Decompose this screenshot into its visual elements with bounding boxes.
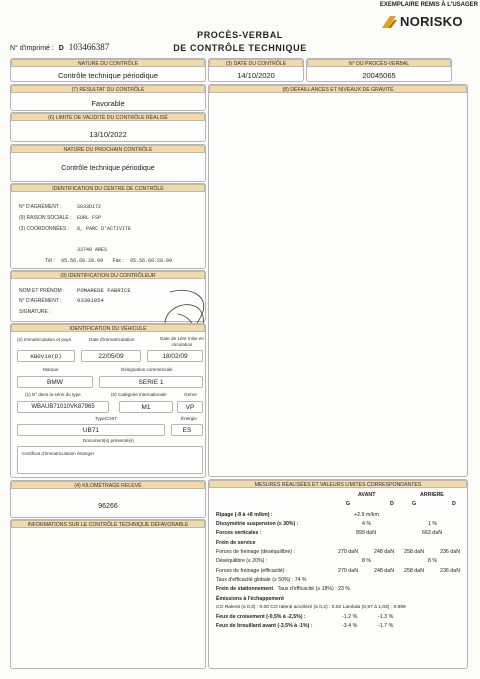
rear-label: ARRIERE xyxy=(420,492,444,498)
controller-agrement-label: N° D'AGRÉMENT : xyxy=(19,298,62,304)
fog-right: -1.7 % xyxy=(378,623,394,629)
mileage-box xyxy=(10,480,206,518)
controller-name-label: NOM ET PRÉNOM : xyxy=(19,288,65,294)
measures-header: MESURES RÉALISÉES ET VALEURS LIMITES CORRESPONDANTES xyxy=(209,480,467,488)
mileage-header: (4) KILOMÉTRAGE RELEVÉ xyxy=(11,481,205,489)
first-reg-field: 22/05/09 xyxy=(81,350,141,362)
park-value: Taux d'efficacité (≥ 18%) : 23 % xyxy=(277,586,350,592)
centre-tel-value: 05.56.60.28.09 xyxy=(61,258,104,264)
result-header: (7) RÉSULTAT DU CONTRÔLE xyxy=(11,85,205,93)
docs-label: Document(s) présenté(s) xyxy=(83,438,134,443)
type-label: Type/CNIT xyxy=(95,416,117,421)
fog-label: Feux de brouillard avant (-3.5% à -1%) : xyxy=(216,623,313,629)
nature-box xyxy=(10,58,206,82)
fdes-label: Forces de freinage (déséquilibre) : xyxy=(216,549,296,555)
fdes-fg: 270 daN xyxy=(338,549,359,555)
fog-left: -3.4 % xyxy=(342,623,358,629)
page-title-line2: DE CONTRÔLE TECHNIQUE xyxy=(173,43,307,53)
defects-header: (8) DÉFAILLANCES ET NIVEAUX DE GRAVITÉ xyxy=(209,85,467,93)
centre-raison-label: (9) RAISON SOCIALE : xyxy=(19,215,72,221)
mileage-value: 96266 xyxy=(98,503,118,510)
result-box xyxy=(10,84,206,111)
centre-coord-value: 8, PARC D'ACTIVITE xyxy=(77,226,132,232)
centre-tel-label: Tél : xyxy=(45,258,55,264)
result-value: Favorable xyxy=(91,99,125,108)
park-row xyxy=(216,586,350,592)
emissions-label: Émissions à l'échappement xyxy=(216,596,284,602)
feff-fd: 248 daN xyxy=(374,568,395,574)
brand-logo xyxy=(380,13,476,31)
category-label: (5) Catégorie internationale xyxy=(111,392,167,397)
circ-label: Date de 1ère mise en circulation xyxy=(160,336,204,347)
model-label: Désignation commerciale xyxy=(121,367,173,372)
vin-field: WBAUB71010VK87965 xyxy=(17,401,109,413)
info-box xyxy=(10,519,206,669)
ripage-label: Ripage (-8 à +8 m/km) : xyxy=(216,512,273,518)
vehicle-header: IDENTIFICATION DU VÉHICULE xyxy=(11,324,205,332)
immat-field: KB0V10(D) xyxy=(17,350,75,362)
date-box xyxy=(208,58,304,82)
genre-label: Genre xyxy=(184,392,197,397)
defects-box xyxy=(208,84,468,477)
date-value: 14/10/2020 xyxy=(237,71,275,80)
service-label: Frein de service xyxy=(216,540,256,546)
controller-agrement-value: 03301054 xyxy=(77,297,104,304)
validity-box xyxy=(10,112,206,142)
category-field: M1 xyxy=(119,401,173,413)
taux-label: Taux d'efficacité globale (≥ 50%) : 74 % xyxy=(216,577,307,583)
controller-signature-label: SIGNATURE : xyxy=(19,309,51,315)
energy-field: ES xyxy=(171,424,203,436)
nature-header: NATURE DU CONTRÔLE xyxy=(11,59,205,67)
brand-label: Marque xyxy=(43,367,59,372)
brand-name: NORISKO xyxy=(400,14,463,29)
controller-name-value: POMAREDE FABRICE xyxy=(77,287,131,294)
next-control-header: NATURE DU PROCHAIN CONTRÔLE xyxy=(11,145,205,153)
docs-field xyxy=(17,446,203,474)
vert-rear: 663 daN xyxy=(422,530,443,536)
date-header: (3) DATE DU CONTRÔLE xyxy=(209,59,303,67)
feff-fg: 270 daN xyxy=(338,568,359,574)
cross-right: -1.3 % xyxy=(378,614,394,620)
model-field: SERIE 1 xyxy=(99,376,203,388)
front-d: D xyxy=(390,501,394,507)
dissym-rear: 1 % xyxy=(428,521,438,527)
immat-label: (2) Immatriculation et pays xyxy=(17,337,72,342)
nature-value: Contrôle technique périodique xyxy=(57,71,159,80)
docs-value: Certificat d'immatriculation étranger xyxy=(22,451,95,456)
print-number-value: 103466387 xyxy=(68,42,110,52)
fdes-rd: 236 daN xyxy=(440,549,461,555)
dissym-front: 4 % xyxy=(362,521,372,527)
arrow-logo-icon xyxy=(380,14,398,30)
centre-fax-value: 05.56.60.28.09 xyxy=(130,258,173,264)
fdes-fd: 248 daN xyxy=(374,549,395,555)
copy-label: EXEMPLAIRE REMIS À L'USAGER xyxy=(379,2,478,8)
pv-box xyxy=(306,58,452,82)
info-header: INFORMATIONS SUR LE CONTRÔLE TECHNIQUE DÉFAVORABLE xyxy=(11,520,205,528)
centre-agrement-value: S033D172 xyxy=(77,204,102,210)
centre-coord-label: (3) COORDONNÉES : xyxy=(19,226,70,232)
pv-header: N° DU PROCÈS-VERBAL xyxy=(307,59,451,67)
front-g: G xyxy=(346,501,351,507)
brand-field: BMW xyxy=(17,376,93,388)
next-control-value: Contrôle technique périodique xyxy=(61,165,155,172)
front-label: AVANT xyxy=(358,492,376,498)
feff-rg: 258 daN xyxy=(404,568,425,574)
energy-label: Énergie xyxy=(181,416,197,421)
centre-header: IDENTIFICATION DU CENTRE DE CONTRÔLE xyxy=(11,184,205,192)
centre-phone xyxy=(45,258,172,264)
pv-value: 20045065 xyxy=(362,71,396,80)
centre-fax-label: Fax : xyxy=(112,258,124,264)
centre-city: 33740 ARES xyxy=(77,247,108,253)
first-reg-label: Date d'immatriculation xyxy=(89,337,135,342)
type-field: UB71 xyxy=(17,424,165,436)
park-label: Frein de stationnement xyxy=(216,586,274,592)
fdes-rg: 258 daN xyxy=(404,549,425,555)
validity-value: 13/10/2022 xyxy=(89,130,127,139)
genre-field: VP xyxy=(177,401,203,413)
deseq-front: 8 % xyxy=(362,558,372,564)
rear-g: G xyxy=(412,501,417,507)
centre-box xyxy=(10,183,206,269)
deseq-label: Déséquilibre (≤ 20%) : xyxy=(216,558,268,564)
rear-d: D xyxy=(452,501,456,507)
vehicle-box xyxy=(10,323,206,478)
centre-agrement-label: N° D'AGRÉMENT : xyxy=(19,204,62,210)
controller-header: (9) IDENTIFICATION DU CONTRÔLEUR xyxy=(11,271,205,279)
cross-left: -1.2 % xyxy=(342,614,358,620)
print-number-label: N° d'imprimé : xyxy=(10,45,54,52)
vin-label: (1) N° dans la série du type xyxy=(25,392,81,397)
feff-label: Forces de freinage (efficacité) : xyxy=(216,568,288,574)
cross-label: Feux de croisement (-0,5% à -2,5%) : xyxy=(216,614,306,620)
circ-field: 18/02/09 xyxy=(147,350,203,362)
print-number xyxy=(10,42,109,52)
dissym-label: Dissymétrie suspension (≤ 30%) : xyxy=(216,521,299,527)
vert-label: Forces verticales : xyxy=(216,530,262,536)
print-number-prefix: D xyxy=(58,45,64,52)
next-control-box xyxy=(10,144,206,182)
co-line: CO Ralenti (≤ 0,3) : 0.00 CO ralenti accéléré (≤ 0,2) : 0.02 Lambda (0,97 à 1,03) : 0.999 xyxy=(216,605,406,610)
vert-front: 899 daN xyxy=(356,530,377,536)
validity-header: (6) LIMITE DE VALIDITÉ DU CONTRÔLE RÉALISÉ xyxy=(11,113,205,121)
centre-raison-value: EURL FSP xyxy=(77,215,102,221)
feff-rd: 236 daN xyxy=(440,568,461,574)
page-title-line1: PROCÈS-VERBAL xyxy=(197,30,283,40)
measures-box xyxy=(208,479,468,669)
ripage-value: +2.9 m/km xyxy=(354,512,379,518)
deseq-rear: 8 % xyxy=(428,558,438,564)
